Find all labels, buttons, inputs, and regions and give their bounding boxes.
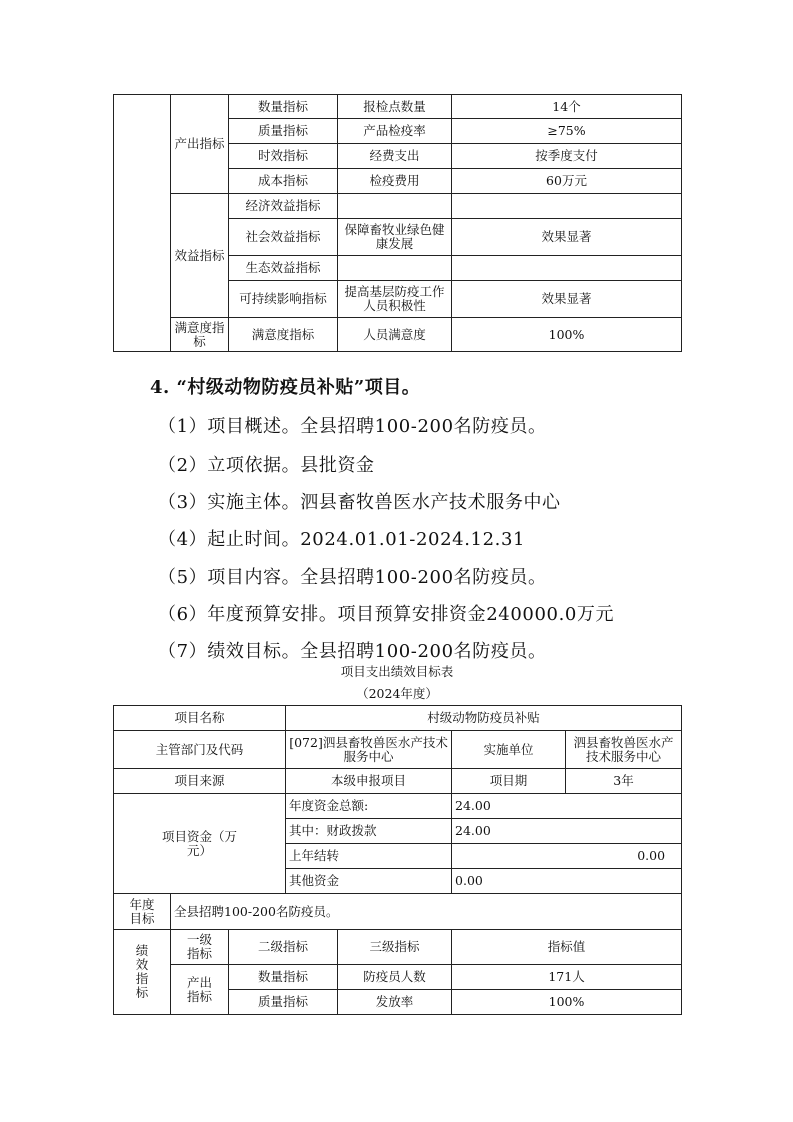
- fund-total-value: 24.00: [452, 794, 682, 819]
- perf-label-cell: [114, 95, 171, 352]
- value-cell: 100%: [452, 318, 682, 352]
- value-cell: 14个: [452, 95, 682, 119]
- level1-cell: 产出指标: [171, 965, 229, 1015]
- fund-other-value: 0.00: [452, 869, 682, 894]
- level2-cell: 生态效益指标: [229, 256, 338, 281]
- paragraph-basis: （2）立项依据。县批资金: [158, 455, 375, 476]
- level2-cell: 满意度指标: [229, 318, 338, 352]
- impl-value: 泗县畜牧兽医水产技术服务中心: [566, 731, 682, 769]
- period-label: 项目期: [452, 769, 566, 794]
- paragraph-content: （5）项目内容。全县招聘100-200名防疫员。: [158, 567, 547, 588]
- level3-cell: 提高基层防疫工作人员积极性: [338, 281, 452, 318]
- header-level2: 二级指标: [229, 930, 338, 965]
- table-title: 项目支出绩效目标表: [340, 664, 454, 679]
- header-value: 指标值: [452, 930, 682, 965]
- period-value: 3年: [566, 769, 682, 794]
- level2-cell: 可持续影响指标: [229, 281, 338, 318]
- source-label: 项目来源: [114, 769, 286, 794]
- level3-cell: 保障畜牧业绿色健康发展: [338, 219, 452, 256]
- level3-cell: 报检点数量: [338, 95, 452, 119]
- header-level1: 一级指标: [171, 930, 229, 965]
- indicator-table-continued: [113, 94, 682, 352]
- fund-label: 项目资金（万元）: [114, 794, 286, 894]
- impl-label: 实施单位: [452, 731, 566, 769]
- level3-cell: 检疫费用: [338, 169, 452, 194]
- value-cell: [452, 256, 682, 281]
- paragraph-overview: （1）项目概述。全县招聘100-200名防疫员。: [158, 416, 547, 437]
- value-cell: ≥75%: [452, 119, 682, 144]
- fund-other-label: 其他资金: [286, 869, 452, 894]
- value-cell: 60万元: [452, 169, 682, 194]
- level2-cell: 社会效益指标: [229, 219, 338, 256]
- level2-cell: 数量指标: [229, 965, 338, 990]
- goal-value: 全县招聘100-200名防疫员。: [171, 894, 682, 930]
- level3-cell: 人员满意度: [338, 318, 452, 352]
- level3-cell: 产品检疫率: [338, 119, 452, 144]
- paragraph-goal: （7）绩效目标。全县招聘100-200名防疫员。: [158, 641, 547, 662]
- value-cell: 171人: [452, 965, 682, 990]
- fund-fiscal-value: 24.00: [452, 819, 682, 844]
- level2-cell: 质量指标: [229, 990, 338, 1015]
- perf-label: 绩效指标: [114, 930, 171, 1015]
- level3-cell: 防疫员人数: [338, 965, 452, 990]
- source-value: 本级申报项目: [286, 769, 452, 794]
- level2-cell: 经济效益指标: [229, 194, 338, 219]
- value-cell: 按季度支付: [452, 144, 682, 169]
- level3-cell: 经费支出: [338, 144, 452, 169]
- value-cell: 效果显著: [452, 281, 682, 318]
- dept-label: 主管部门及代码: [114, 731, 286, 769]
- value-cell: [452, 194, 682, 219]
- level3-cell: [338, 256, 452, 281]
- goal-label: 年度目标: [114, 894, 171, 930]
- performance-target-table: [113, 705, 682, 1015]
- table-year: （2024年度）: [356, 686, 438, 701]
- value-cell: 效果显著: [452, 219, 682, 256]
- header-level3: 三级指标: [338, 930, 452, 965]
- project-name-label: 项目名称: [114, 706, 286, 731]
- paragraph-implementer: （3）实施主体。泗县畜牧兽医水产技术服务中心: [158, 492, 561, 513]
- project-name-value: 村级动物防疫员补贴: [286, 706, 682, 731]
- value-cell: 100%: [452, 990, 682, 1015]
- fund-total-label: 年度资金总额:: [286, 794, 452, 819]
- level2-cell: 数量指标: [229, 95, 338, 119]
- level2-cell: 质量指标: [229, 119, 338, 144]
- paragraph-budget: （6）年度预算安排。项目预算安排资金240000.0万元: [158, 604, 615, 625]
- dept-value: [072]泗县畜牧兽医水产技术服务中心: [286, 731, 452, 769]
- level1-cell: 产出指标: [171, 95, 229, 194]
- level3-cell: 发放率: [338, 990, 452, 1015]
- fund-carryover-value: 0.00: [452, 844, 682, 869]
- fund-fiscal-label: 其中：财政拨款: [286, 819, 452, 844]
- level1-cell: 效益指标: [171, 194, 229, 318]
- level2-cell: 时效指标: [229, 144, 338, 169]
- level3-cell: [338, 194, 452, 219]
- paragraph-period: （4）起止时间。2024.01.01-2024.12.31: [158, 529, 526, 550]
- fund-carryover-label: 上年结转: [286, 844, 452, 869]
- section-heading: 4. “村级动物防疫员补贴”项目。: [150, 377, 421, 398]
- level2-cell: 成本指标: [229, 169, 338, 194]
- level1-cell: 满意度指标: [171, 318, 229, 352]
